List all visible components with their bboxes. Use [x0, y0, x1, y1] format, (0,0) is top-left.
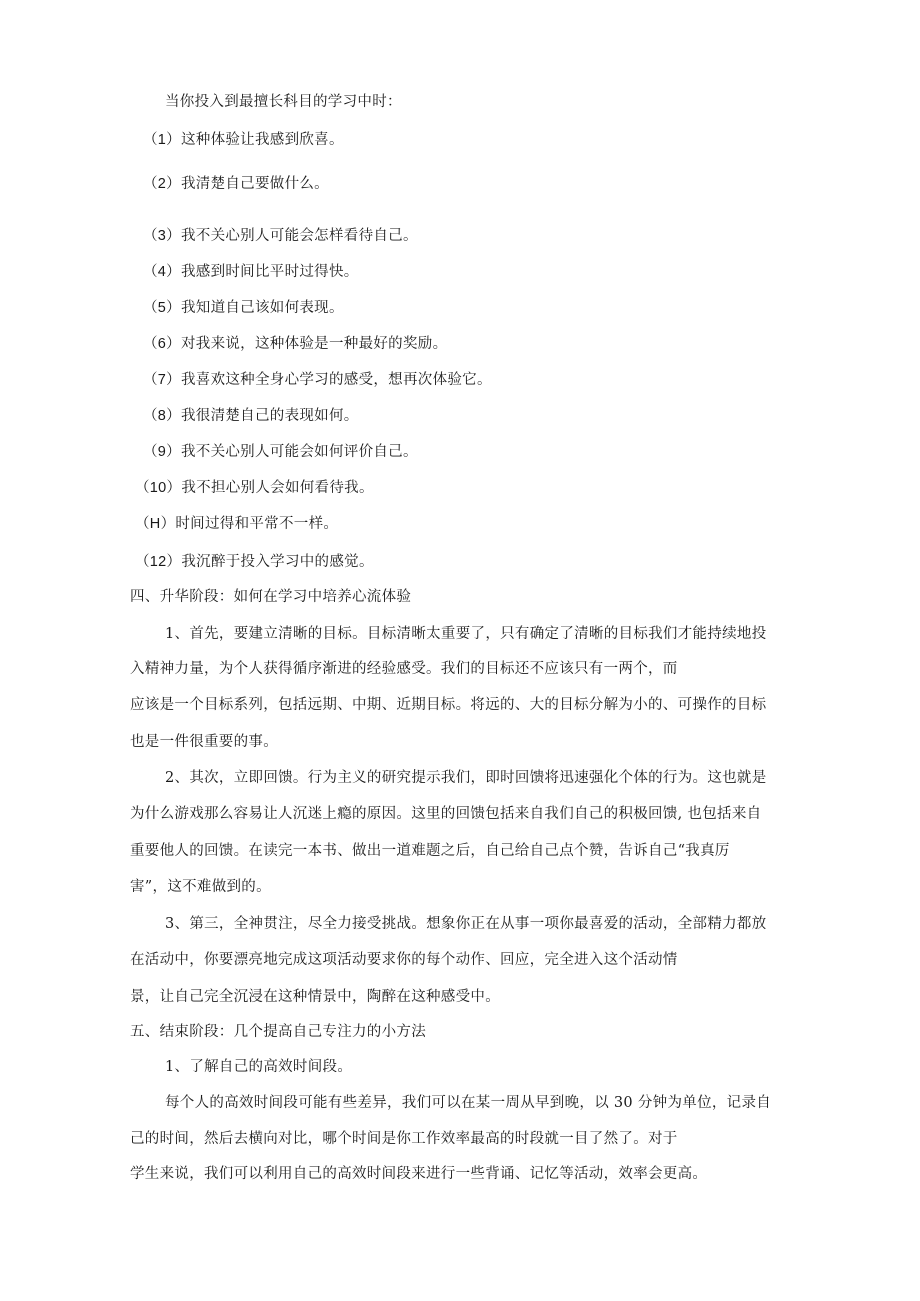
paragraph-line: 景，让自己完全沉浸在这种情景中，陶醉在这种感受中。	[130, 989, 500, 1005]
list-item-text: 我清楚自己要做什么。	[180, 176, 329, 192]
list-item-number: （5）	[143, 300, 181, 316]
paragraph-line: 在活动中，你要漂亮地完成这项活动要求你的每个动作、回应，完全进入这个活动情	[130, 952, 678, 968]
list-item	[143, 370, 492, 390]
list-item	[143, 298, 344, 318]
list-item-text: 这种体验让我感到欣喜。	[180, 132, 344, 148]
list-item-text: 我不担心别人会如何看待我。	[181, 480, 374, 496]
list-item-text: 我很清楚自己的表现如何。	[180, 408, 359, 424]
paragraph-line: 每个人的高效时间段可能有些差异，我们可以在某一周从早到晚，以 30 分钟为单位，记录自	[165, 1095, 772, 1111]
list-item-text: 我知道自己该如何表现。	[180, 300, 344, 316]
subheading: 1、了解自己的高效时间段。	[165, 1059, 353, 1075]
list-item-text: 我沉醉于投入学习中的感觉。	[181, 554, 374, 570]
list-item-text: 对我来说，这种体验是一种最好的奖励。	[180, 336, 448, 352]
list-item-number: （10）	[135, 480, 182, 496]
list-item-number: （9）	[143, 444, 181, 460]
list-item	[143, 334, 447, 354]
paragraph-line: 2、其次，立即回馈。行为主义的研究提示我们，即时回馈将迅速强化个体的行为。这也就是	[165, 770, 767, 786]
paragraph-line: 害”，这不难做到的。	[130, 879, 271, 895]
paragraph-line: 入精神力量，为个人获得循序渐进的经验感受。我们的目标还不应该只有一两个，而	[130, 661, 678, 677]
paragraph-line: 为什么游戏那么容易让人沉迷上瘾的原因。这里的回馈包括来自我们自己的积极回馈, 也包括来自	[130, 806, 762, 822]
paragraph-line: 己的时间，然后去横向对比，哪个时间是你工作效率最高的时段就一目了然了。对于	[130, 1131, 678, 1147]
list-item	[143, 442, 418, 462]
paragraph-line: 3、第三，全神贯注，尽全力接受挑战。想象你正在从事一项你最喜爱的活动，全部精力都放	[165, 916, 767, 932]
paragraph-line: 学生来说，我们可以利用自己的高效时间段来进行一些背诵、记忆等活动，效率会更高。	[130, 1166, 708, 1182]
list-item-number: （6）	[143, 336, 181, 352]
list-item-text: 我感到时间比平时过得快。	[180, 264, 359, 280]
list-item-number: （2）	[143, 176, 181, 192]
list-item-number: （4）	[143, 264, 181, 280]
paragraph-line: 应该是一个目标系列，包括远期、中期、近期目标。将远的、大的目标分解为小的、可操作的目标	[130, 697, 767, 713]
section-heading-4: 四、升华阶段：如何在学习中培养心流体验	[130, 589, 412, 605]
list-item-text: 我不关心别人可能会如何评价自己。	[180, 444, 418, 460]
paragraph-line: 也是一件很重要的事。	[130, 734, 278, 750]
list-item	[135, 552, 374, 572]
list-item	[135, 478, 374, 498]
list-item-number: （1）	[143, 132, 181, 148]
list-item-number: （12）	[135, 554, 182, 570]
list-item	[143, 262, 359, 282]
paragraph-line: 1、首先，要建立清晰的目标。目标清晰太重要了，只有确定了清晰的目标我们才能持续地投	[165, 626, 767, 642]
list-item	[143, 130, 344, 150]
section-heading-5: 五、结束阶段：几个提高自己专注力的小方法	[130, 1024, 426, 1040]
intro-line: 当你投入到最擅长科目的学习中时：	[165, 94, 402, 110]
list-item-number: （3）	[143, 228, 181, 244]
list-item	[143, 226, 418, 246]
list-item	[143, 174, 329, 194]
list-item	[143, 406, 359, 426]
list-item-number: （7）	[143, 372, 181, 388]
list-item-number: （8）	[143, 408, 181, 424]
list-item-number: （H）	[135, 516, 176, 532]
list-item-text: 我喜欢这种全身心学习的感受，想再次体验它。	[180, 372, 492, 388]
list-item-text: 我不关心别人可能会怎样看待自己。	[180, 228, 418, 244]
list-item	[135, 514, 338, 534]
list-item-text: 时间过得和平常不一样。	[175, 516, 339, 532]
paragraph-line: 重要他人的回馈。在读完一本书、做出一道难题之后，自己给自己点个赞，告诉自己“我真厉	[130, 843, 730, 859]
